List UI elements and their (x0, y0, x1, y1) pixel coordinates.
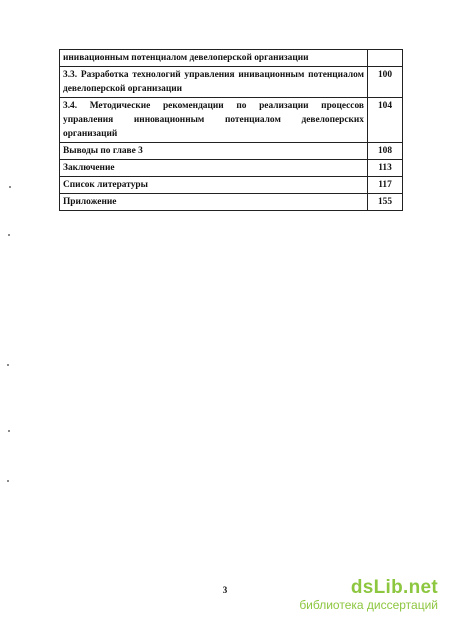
scan-speck (7, 480, 9, 482)
toc-row (60, 143, 403, 160)
toc-row (60, 67, 403, 98)
toc-row (60, 50, 403, 67)
toc-entry-title: 3.4. Методические рекомендации по реализации процессов управления инновационным потенциалом девелоперских организаций (60, 98, 368, 143)
toc-entry-page: 155 (368, 194, 403, 211)
watermark (299, 578, 438, 612)
toc-entry-page: 100 (368, 67, 403, 98)
toc-entry-page (368, 50, 403, 67)
toc-entry-title: инивационным потенциалом девелоперской организации (60, 50, 368, 67)
toc-row (60, 98, 403, 143)
toc-entry-title: Приложение (60, 194, 368, 211)
scan-speck (8, 430, 10, 432)
toc-entry-page: 117 (368, 177, 403, 194)
watermark-logo: dsLib.net (350, 577, 438, 598)
toc-row (60, 160, 403, 177)
toc-entry-title: Список литературы (60, 177, 368, 194)
watermark-tagline: библиотека диссертаций (299, 598, 438, 612)
toc-entry-title: Выводы по главе 3 (60, 143, 368, 160)
toc-row (60, 177, 403, 194)
toc-entry-title: Заключение (60, 160, 368, 177)
toc-entry-page: 104 (368, 98, 403, 143)
scan-speck (9, 186, 11, 188)
table-of-contents (59, 49, 403, 211)
toc-row (60, 194, 403, 211)
toc-entry-page: 113 (368, 160, 403, 177)
toc-entry-title: 3.3. Разработка технологий управления инивационным потенциалом девелоперской организации (60, 67, 368, 98)
scan-speck (8, 234, 10, 236)
page-number: 3 (222, 585, 228, 595)
toc-entry-page: 108 (368, 143, 403, 160)
scan-speck (7, 364, 9, 366)
